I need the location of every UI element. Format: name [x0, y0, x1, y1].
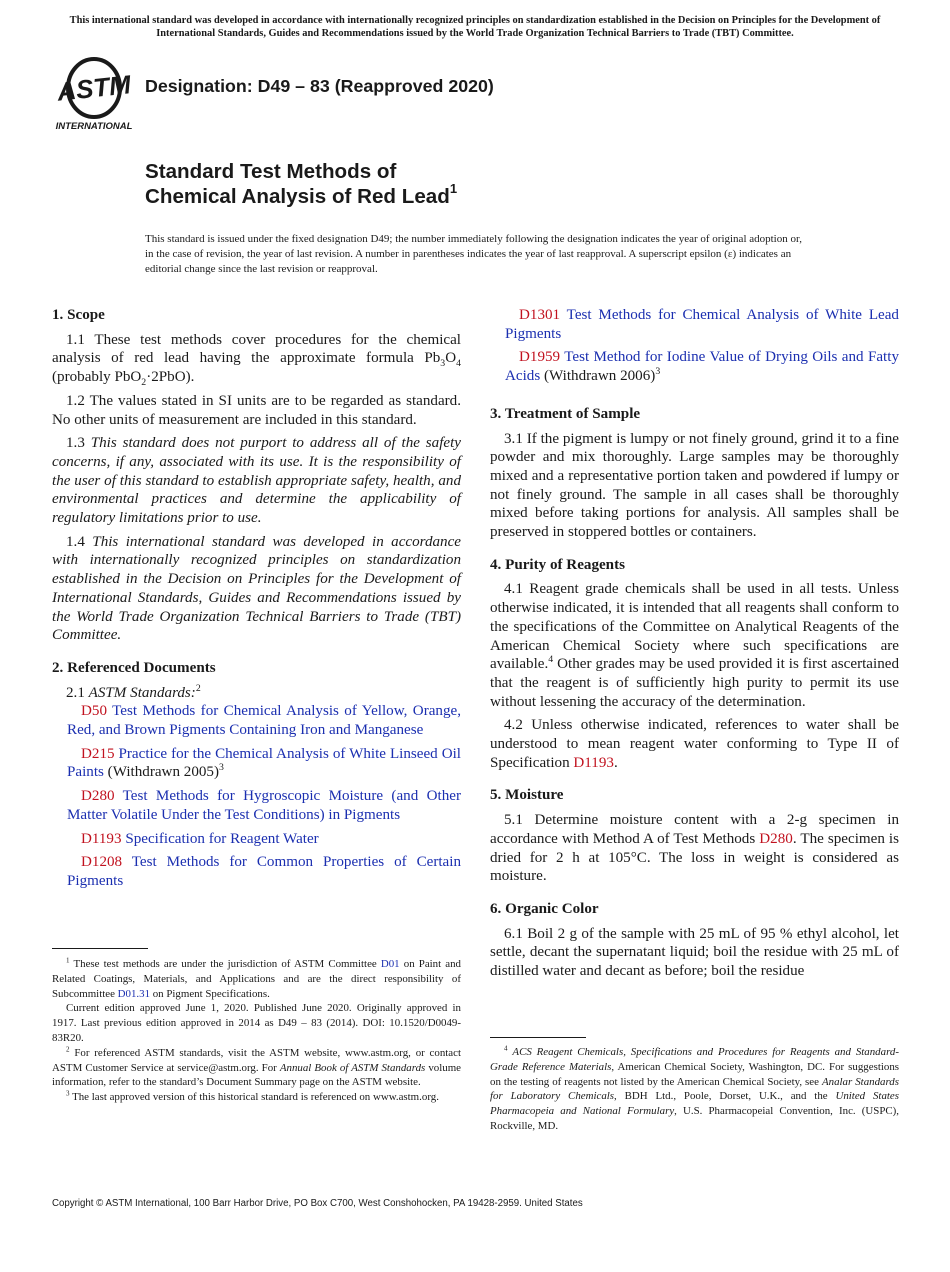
ref-link-d1193[interactable]: D1193 [573, 754, 614, 771]
reference-d50[interactable]: D50 Test Methods for Chemical Analysis of Yellow, Orange, Red, and Brown Pigments Containing Iron and Manganese [67, 703, 461, 739]
scope-1-1: 1.1 These test methods cover procedures for the chemical analysis of red lead having the approximate formula $Pb_3O_4$ (probably PbO$_2$·2PbO). [52, 331, 461, 389]
scope-heading: 1. Scope [52, 307, 105, 323]
ref-link-d280[interactable]: D280 [759, 830, 793, 847]
astm-logo [52, 57, 136, 133]
astm-logo-subtext: INTERNATIONAL [55, 121, 133, 132]
scope-1-2: 1.2 The values stated in SI units are to be regarded as standard. No other units of measurement are included in this standard. [52, 392, 461, 428]
purity-4-1: 4.1 Reagent grade chemicals shall be used in all tests. Unless otherwise indicated, it is intended that all reagents shall conform to the specifications of the Committee on Analytical Reagents of the American Chemical Society where such specifications are available.$^4$ Other grades may be used provided it is first ascertained that the reagent is of sufficiently high purity to permit its use without lessening the accuracy of the determination. [490, 581, 899, 710]
scope-1-4: 1.4 This international standard was developed in accordance with internationally recognized principles on standardization established in the Decision on Principles for the Development of International Standards, Guides and Recommendations issued by the World Trade Organization Technical Barriers to Trade (TBT) Committee. [52, 533, 462, 644]
footnote-4: $^4$ ACS Reagent Chemicals, Specifications and Procedures for Reagents and Standard-Grade Reference Materials, American Chemical Society, Washington, DC. For suggestions on the testing of reagents not listed by the American Chemical Society, see Analar Standards for Laboratory Chemicals, BDH Ltd., Poole, Dorset, U.K., and the United States Pharmacopeia and National Formulary, U.S. Pharmacopeial Convention, Inc. (USPC), Rockville, MD. [490, 1044, 900, 1132]
purity-4-2: 4.2 Unless otherwise indicated, references to water shall be understood to mean reagent water conforming to Type II of Specification D1193. [490, 717, 899, 771]
referenced-heading: 2. Referenced Documents [52, 659, 216, 676]
reference-d1193[interactable]: D1193 Specification for Reagent Water [81, 830, 319, 847]
reference-list-right [490, 306, 899, 386]
footnote-3: $^3$ The last approved version of this historical standard is referenced on www.astm.org. [66, 1089, 439, 1104]
committee-link-d01[interactable]: D01 [380, 958, 400, 970]
reference-d215[interactable]: D215 Practice for the Chemical Analysis of White Linseed Oil Paints (Withdrawn 2005)$^3$ [67, 745, 461, 781]
footnote-rule-right [490, 1037, 586, 1038]
reference-list-left [52, 702, 461, 890]
astm-logo-text: ASTM [55, 69, 133, 107]
organic-6-1: 6.1 Boil 2 g of the sample with 25 mL of 95 % ethyl alcohol, let settle, decant the supernatant liquid; boil the residue with 25 mL of distilled water and decant as before; boil the residue [490, 925, 899, 980]
footnote-rule-left [52, 948, 148, 949]
footnotes-right [490, 1045, 899, 1134]
astm-standards-label: 2.1 ASTM Standards:$^2$ [66, 682, 201, 701]
title-line-2: Chemical Analysis of Red Lead$^1$ [145, 180, 458, 208]
left-column [52, 306, 461, 896]
footnote-2: $^2$ For referenced ASTM standards, visit the ASTM website, www.astm.org, or contact ASTM Customer Service at service@astm.org. For Annual Book of ASTM Standards volume information, refer to the standard’s Document Summary page on the ASTM website. [52, 1045, 462, 1089]
reference-d1208[interactable]: D1208 Test Methods for Common Properties of Certain Pigments [67, 854, 461, 889]
designation: Designation: D49 – 83 (Reapproved 2020) [145, 76, 494, 96]
footnote-1: $^1$ These test methods are under the jurisdiction of ASTM Committee D01 on Paint and Related Coatings, Materials, and Applications and are the direct responsibility of Subcommittee D01.31 on Pigment Specifications. [52, 956, 461, 1000]
moisture-heading: 5. Moisture [490, 787, 564, 804]
footnotes-left [52, 957, 461, 1105]
treatment-3-1: 3.1 If the pigment is lumpy or not finely ground, grind it to a fine powder and mix thoroughly. Large samples may be thoroughly mixed and a representative portion taken and powdered if lumpy or not finely ground. The sample in all cases shall be thoroughly mixed before taking portions for analysis. All samples shall be preserved in stoppered bottles or containers. [490, 430, 899, 541]
subcommittee-link-d01-31[interactable]: D01.31 [117, 987, 151, 1000]
purity-heading: 4. Purity of Reagents [490, 556, 625, 573]
title-line-1: Standard Test Methods of [145, 160, 397, 183]
footnote-1-edition: Current edition approved June 1, 2020. Published June 2020. Originally approved in 1917. Last previous edition approved in 2014 as D49 – 83 (2014). DOI: 10.1520/D0049-83R20. [52, 1002, 461, 1044]
title-footnote-mark: 1 [449, 180, 458, 196]
organic-heading: 6. Organic Color [490, 900, 599, 917]
treatment-heading: 3. Treatment of Sample [490, 405, 641, 422]
reference-d1301[interactable]: D1301 Test Methods for Chemical Analysis of White Lead Pigments [505, 307, 899, 342]
tbt-notice: This international standard was developed in accordance with internationally recognized principles on standardization established in the Decision on Principles for the Development of International Standards, Guides and Recommendations issued by the World Trade Organization Technical Barriers to Trade (TBT) Committee. [69, 15, 881, 39]
scope-1-3: 1.3 This standard does not purport to address all of the safety concerns, if any, associated with its use. It is the responsibility of the user of this standard to establish appropriate safety, health, and environmental practices and determine the applicability of regulatory limitations prior to use. [52, 435, 462, 527]
moisture-5-1: 5.1 Determine moisture content with a 2-g specimen in accordance with Method A of Test Methods D280. The specimen is dried for 2 h at 105°C. The loss in weight is considered as moisture. [490, 812, 899, 885]
document-title [145, 160, 457, 209]
reference-d1959[interactable]: D1959 Test Method for Iodine Value of Drying Oils and Fatty Acids (Withdrawn 2006)$^3$ [505, 349, 899, 385]
reference-d280[interactable]: D280 Test Methods for Hygroscopic Moisture (and Other Matter Volatile Under the Test Conditions) in Pigments [67, 788, 461, 823]
copyright-footer: Copyright © ASTM International, 100 Barr Harbor Drive, PO Box C700, West Conshohocken, PA 19428-2959. United States [52, 1198, 583, 1209]
right-column [490, 306, 899, 981]
standard-issue-note: This standard is issued under the fixed designation D49; the number immediately following the designation indicates the year of original adoption or, in the case of revision, the year of last revision. A number in parentheses indicates the year of last reapproval. A superscript epsilon (ε) indicates an editorial change since the last revision or reapproval. [145, 233, 802, 275]
